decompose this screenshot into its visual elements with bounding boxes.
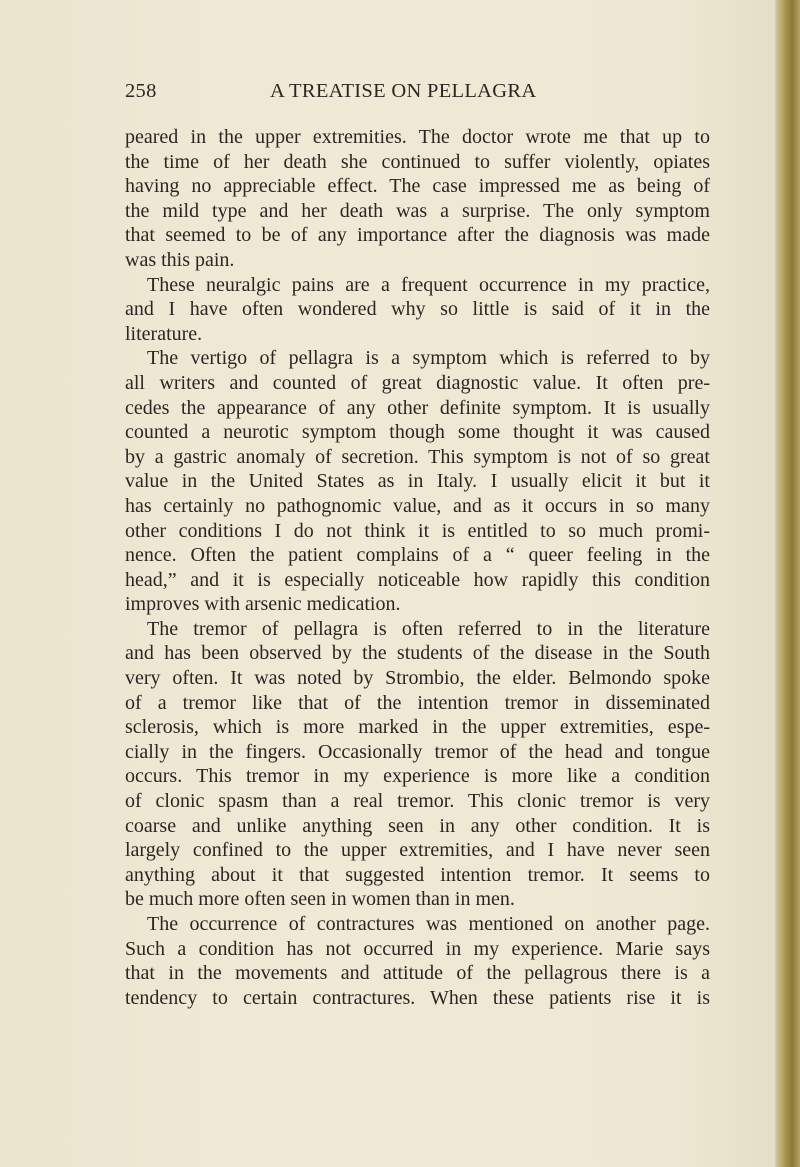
text-line: and has been observed by the students of the disease in the South [125,642,710,665]
text-line: largely confined to the upper extremities, and I have never seen [125,839,710,862]
text-line: the time of her death she continued to suffer violently, opiates [125,150,710,173]
text-line: by a gastric anomaly of secretion. This symptom is not of so great [125,445,710,468]
text-line: having no appreciable effect. The case impressed me as being of [125,175,710,198]
text-line: The vertigo of pellagra is a symptom which is referred to by [147,347,710,370]
text-line: tendency to certain contractures. When these patients rise it is [125,986,710,1009]
running-header [125,80,710,108]
text-line: coarse and unlike anything seen in any other condition. It is [125,814,710,837]
book-spine-edge [778,0,800,1167]
text-line: be much more often seen in women than in men. [125,888,515,911]
text-line: was this pain. [125,248,235,271]
text-line: The tremor of pellagra is often referred to in the literature [147,617,710,640]
text-line: Such a condition has not occurred in my experience. Marie says [125,937,710,960]
text-line: very often. It was noted by Strombio, the elder. Belmondo spoke [125,667,710,690]
text-line: anything about it that suggested intention tremor. It seems to [125,863,710,886]
text-line: cially in the fingers. Occasionally tremor of the head and tongue [125,740,710,763]
text-line: cedes the appearance of any other definite symptom. It is usually [125,396,710,419]
text-line: peared in the upper extremities. The doctor wrote me that up to [125,126,710,148]
text-line: that seemed to be of any importance after the diagnosis was made [125,224,710,247]
text-line: nence. Often the patient complains of a “ queer feeling in the [125,544,710,567]
text-line: occurs. This tremor in my experience is more like a condition [125,765,710,788]
text-line: improves with arsenic medication. [125,593,401,616]
text-line: The occurrence of contractures was mentioned on another page. [147,913,710,935]
text-line: other conditions I do not think it is entitled to so much promi- [125,519,710,542]
text-line: head,” and it is especially noticeable how rapidly this condition [125,568,710,591]
text-line: has certainly no pathognomic value, and as it occurs in so many [125,494,710,517]
text-line: and I have often wondered why so little is said of it in the [125,298,710,321]
text-line: of a tremor like that of the intention tremor in disseminated [125,691,710,714]
text-line: sclerosis, which is more marked in the upper extremities, espe- [125,716,710,739]
page-number: 258 [125,80,157,102]
running-title: A TREATISE ON PELLAGRA [270,80,537,102]
text-line: of clonic spasm than a real tremor. This clonic tremor is very [125,790,710,813]
text-line: These neuralgic pains are a frequent occurrence in my practice, [147,273,710,296]
body-text [125,125,710,1010]
text-line: counted a neurotic symptom though some thought it was caused [125,421,710,444]
text-line: value in the United States as in Italy. I usually elicit it but it [125,470,710,493]
text-line: that in the movements and attitude of the pellagrous there is a [125,962,710,985]
text-line: all writers and counted of great diagnostic value. It often pre- [125,371,710,394]
text-line: literature. [125,322,203,345]
text-line: the mild type and her death was a surprise. The only symptom [125,199,710,222]
